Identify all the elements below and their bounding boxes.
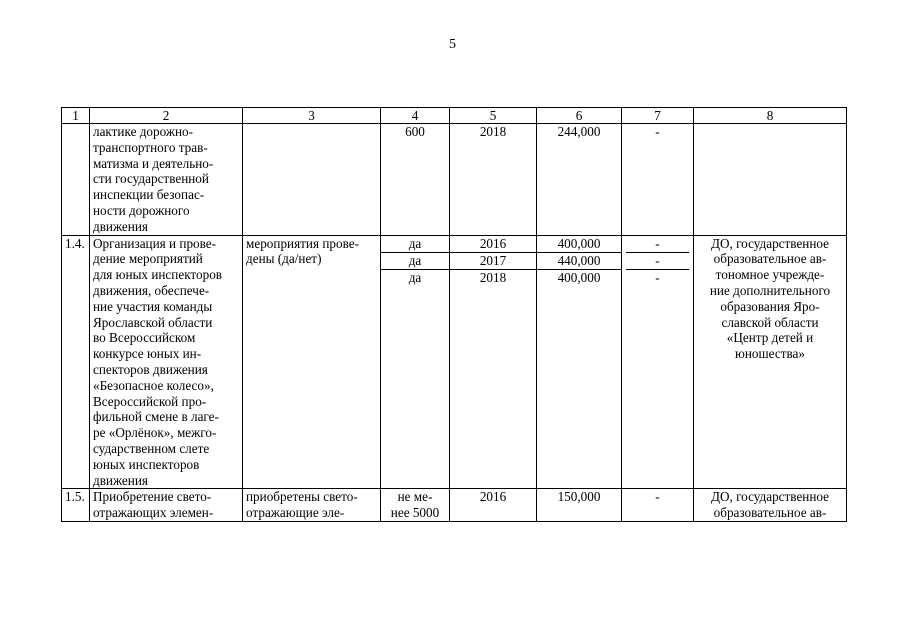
description-line: движения (93, 218, 148, 234)
description-line: юных инспекторов (93, 456, 200, 472)
cell-col7: - (622, 489, 694, 522)
description-line: «Безопасное колесо», (93, 377, 214, 393)
description-line: лактике дорожно- (93, 124, 194, 139)
cell-col7 (622, 235, 694, 489)
description-line: Организация и прове- (93, 235, 217, 251)
header-col-2: 2 (90, 108, 243, 124)
value-entry: да (381, 269, 449, 286)
cell-executor (694, 124, 847, 236)
description-line: во Всероссийском (93, 330, 196, 346)
executor-line: тономное учрежде- (715, 267, 825, 283)
header-col-8: 8 (694, 108, 847, 124)
value-line: нее 5000 (390, 505, 440, 521)
cell-value: 600 (381, 124, 450, 236)
header-col-6: 6 (537, 108, 622, 124)
cell-executor (694, 235, 847, 489)
indicator-line: дены (да/нет) (246, 251, 322, 267)
header-row (62, 108, 847, 124)
cell-amount: 244,000 (537, 124, 622, 236)
indicator-line: мероприятия прове- (246, 235, 359, 251)
cell-num: 1.5. (62, 489, 90, 522)
cell-description (90, 124, 243, 236)
description-line: конкурсе юных ин- (93, 346, 202, 362)
year-entry: 2016 (479, 235, 507, 251)
col7-entry: - (655, 235, 660, 251)
amount-entry: 440,000 (537, 252, 621, 269)
executor-line: ние дополнительного (709, 282, 831, 298)
description-line: движения, обеспече- (93, 282, 210, 298)
description-line: транспортного трав- (93, 139, 208, 155)
cell-year: 2018 (450, 124, 537, 236)
value-entry: да (408, 235, 422, 251)
table-row-1-4 (62, 235, 847, 489)
cell-col7: - (622, 124, 694, 236)
executor-line: образования Яро- (720, 298, 820, 314)
description-line: фильной смене в лаге- (93, 409, 219, 425)
description-line: матизма и деятельно- (93, 155, 214, 171)
amount-entry: 400,000 (557, 235, 601, 251)
executor-line: ДО, государственное (710, 235, 830, 251)
executor-line: образовательное ав- (713, 251, 827, 267)
description-line: инспекции безопас- (93, 187, 205, 203)
cell-description (90, 235, 243, 489)
header-col-4: 4 (381, 108, 450, 124)
col7-entry: - (626, 252, 689, 269)
cell-num: 1.4. (62, 235, 90, 489)
cell-years (450, 235, 537, 489)
cell-executor (694, 489, 847, 522)
description-line: сти государственной (93, 171, 209, 187)
description-line: ности дорожного (93, 202, 190, 218)
description-line: движения (93, 472, 148, 488)
program-table (61, 107, 847, 522)
value-entry: да (381, 252, 449, 269)
description-line: для юных инспекторов (93, 267, 223, 283)
table-row-continuation (62, 124, 847, 236)
cell-num (62, 124, 90, 236)
description-line: Всероссийской про- (93, 393, 207, 409)
cell-values (381, 235, 450, 489)
cell-indicator (243, 124, 381, 236)
page-number: 5 (449, 37, 456, 52)
description-line: ние участия команды (93, 298, 213, 314)
year-entry: 2018 (450, 269, 536, 286)
cell-amount: 150,000 (537, 489, 622, 522)
cell-year: 2016 (450, 489, 537, 522)
executor-line: «Центр детей и (726, 330, 814, 346)
description-line: отражающих элемен- (93, 505, 214, 521)
executor-line: славской области (721, 314, 819, 330)
cell-indicator (243, 235, 381, 489)
indicator-line: приобретены свето- (246, 489, 358, 505)
cell-amounts (537, 235, 622, 489)
value-line: не ме- (397, 489, 433, 505)
header-col-3: 3 (243, 108, 381, 124)
header-col-7: 7 (622, 108, 694, 124)
cell-indicator (243, 489, 381, 522)
executor-line: образовательное ав- (713, 505, 827, 521)
description-line: Ярославской области (93, 314, 213, 330)
header-col-1: 1 (62, 108, 90, 124)
cell-value (381, 489, 450, 522)
indicator-line: отражающие эле- (246, 505, 345, 521)
table-row-1-5 (62, 489, 847, 522)
year-entry: 2017 (450, 252, 536, 269)
description-line: дение мероприятий (93, 251, 203, 267)
description-line: Приобретение свето- (93, 489, 212, 505)
col7-entry: - (626, 269, 689, 286)
description-line: спекторов движения (93, 361, 208, 377)
executor-line: ДО, государственное (710, 489, 830, 505)
amount-entry: 400,000 (537, 269, 621, 286)
cell-description (90, 489, 243, 522)
description-line: ре «Орлёнок», межго- (93, 425, 217, 441)
description-line: сударственном слете (93, 440, 210, 456)
executor-line: юношества» (735, 346, 805, 362)
header-col-5: 5 (450, 108, 537, 124)
